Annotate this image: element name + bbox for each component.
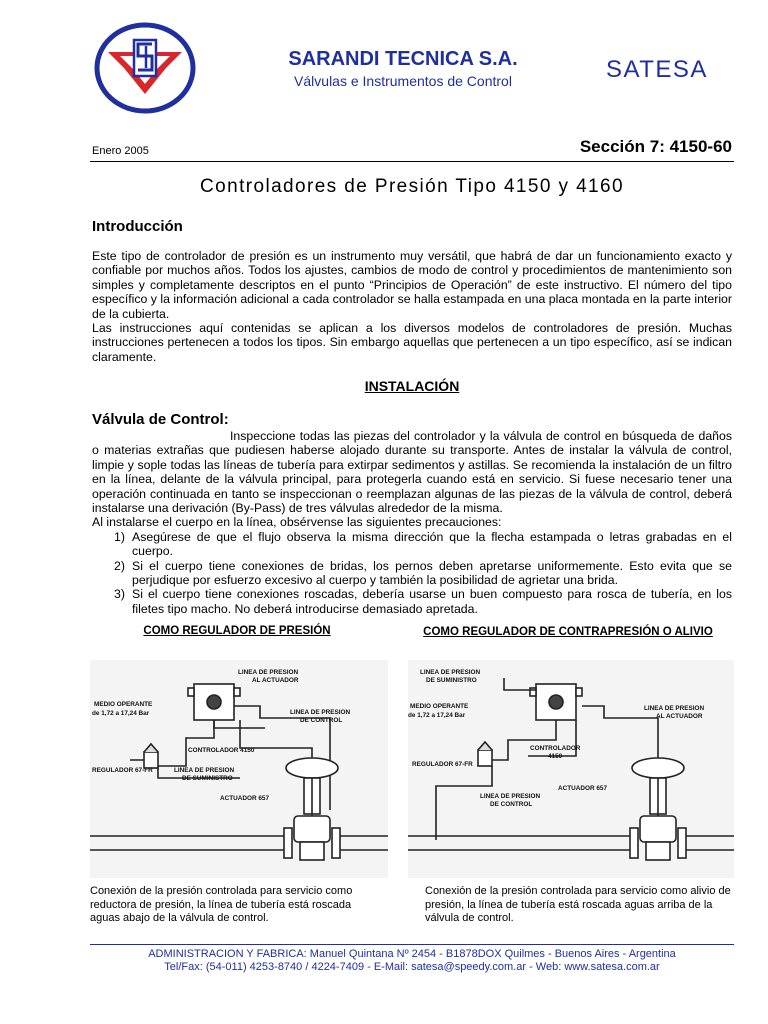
company-name: SARANDI TECNICA S.A. bbox=[288, 48, 518, 70]
installation-text bbox=[92, 429, 732, 616]
diagram-label: de 1,72 a 17,24 Bar bbox=[408, 712, 466, 719]
brand-name: SATESA bbox=[606, 56, 708, 83]
intro-paragraph: Este tipo de controlador de presión es un instrumento muy versátil, que habrá de dar un funcionamiento exacto y confiable por muchos años. Todos los ajustes, cambios de modo de control y procedimientos de mantenimiento son simples y completamente descriptos en el punto “Principios de Operación” de este instructivo. El número del tipo específico y la información adicional a cada controlador se halla estampada en una placa montada en la parte interior de la cubierta. bbox=[92, 249, 732, 321]
header-divider bbox=[90, 161, 734, 162]
diagram-label: DE CONTROL bbox=[490, 801, 533, 808]
footer-contact: Tel/Fax: (54-011) 4253-8740 / 4224-7409 - E-Mail: satesa@speedy.com.ar - Web: www.satesa.com.ar bbox=[164, 961, 660, 973]
diagram-label: LINEA DE PRESION bbox=[238, 669, 299, 676]
footer-address: ADMINISTRACION Y FABRICA: Manuel Quintana Nº 2454 - B1878DOX Quilmes - Buenos Aires - Argentina bbox=[148, 948, 676, 960]
document-date: Enero 2005 bbox=[92, 145, 149, 157]
diagram-label: de 1,72 a 17,24 Bar bbox=[92, 710, 150, 717]
installation-diagram-right bbox=[408, 660, 734, 878]
diagram-label: AL ACTUADOR bbox=[656, 713, 703, 720]
diagram-label: REGULADOR 67-FR bbox=[412, 761, 473, 768]
footer-divider bbox=[90, 944, 734, 945]
diagram-label: CONTROLADOR 4150 bbox=[188, 747, 255, 754]
diagram-label: MEDIO OPERANTE bbox=[94, 701, 153, 708]
intro-text bbox=[92, 249, 732, 364]
figure-heading-backpressure-regulator: COMO REGULADOR DE CONTRAPRESIÓN O ALIVIO bbox=[423, 626, 713, 638]
intro-paragraph: Las instrucciones aquí contenidas se aplican a los diversos modelos de controladores de presión. Muchas instrucciones pertenecen a todos los tipos. Sin embargo aquellas que pertenecen a un tipo específico, así se indican claramente. bbox=[92, 321, 732, 364]
diagram-label: LINEA DE PRESION bbox=[420, 669, 481, 676]
intro-heading: Introducción bbox=[92, 218, 183, 235]
diagram-label: 4150 bbox=[548, 753, 563, 760]
list-item: 2) Si el cuerpo tiene conexiones de bridas, los pernos deben apretarse uniformemente. Esto evita que se perjudique por esfuerzo excesivo al cuerpo y también la posibilidad de agrietar una brida. bbox=[114, 558, 732, 588]
diagram-label: LINEA DE PRESION bbox=[480, 793, 541, 800]
diagram-label: MEDIO OPERANTE bbox=[410, 703, 469, 710]
pressure-regulator-diagram bbox=[90, 660, 388, 878]
diagram-label: LINEA DE PRESION bbox=[174, 767, 235, 774]
section-number: Sección 7: 4150-60 bbox=[579, 137, 732, 156]
installation-paragraph: Al instalarse el cuerpo en la línea, obsérvense las siguientes precauciones: bbox=[92, 515, 502, 530]
list-item: 1) Asegúrese de que el flujo observa la misma dirección que la flecha estampada o letras grabadas en el cuerpo. bbox=[114, 529, 732, 559]
diagram-label: DE CONTROL bbox=[300, 717, 343, 724]
backpressure-regulator-diagram bbox=[408, 660, 734, 878]
diagram-label: DE SUMINISTRO bbox=[426, 677, 477, 684]
installation-paragraph: Inspeccione todas las piezas del controlador y la válvula de control en búsqueda de daños o materias extrañas que pudiesen haberse alojado durante su transporte. Antes de instalar la válvula de control, limpie y sople todas las líneas de tubería para extirpar sedimentos y astillas. Se recomienda la instalación de un filtro en la línea, delante de la válvula principal, para protegerla cuando está en servicio. Si fuese necesario tener una operación continuada en tanto se inspeccionan o reemplazan algunas de las piezas de la válvula de control, deberá instalarse una derivación (By-Pass) de tres válvulas alrededor de la misma. bbox=[92, 429, 732, 516]
company-logo bbox=[94, 22, 196, 114]
control-valve-heading: Válvula de Control: bbox=[92, 411, 229, 428]
diagram-label: DE SUMINISTRO bbox=[182, 775, 233, 782]
figure-caption-left: Conexión de la presión controlada para servicio como reductora de presión, la línea de tubería está roscada aguas abajo de la válvula de control. bbox=[90, 885, 353, 924]
diagram-label: LINEA DE PRESION bbox=[644, 705, 705, 712]
precautions-list bbox=[92, 530, 732, 616]
document-title: Controladores de Presión Tipo 4150 y 4160 bbox=[200, 176, 624, 197]
list-item: 3) Si el cuerpo tiene conexiones roscadas, debería usarse un buen compuesto para rosca de tubería, en los filetes tipo macho. No deberá introducirse demasiado apretada. bbox=[114, 587, 732, 616]
installation-heading: INSTALACIÓN bbox=[364, 378, 460, 394]
diagram-label: CONTROLADOR bbox=[530, 745, 581, 752]
diagram-label: AL ACTUADOR bbox=[252, 677, 299, 684]
diagram-label: LINEA DE PRESION bbox=[290, 709, 351, 716]
figure-heading-pressure-regulator: COMO REGULADOR DE PRESIÓN bbox=[143, 625, 331, 637]
installation-diagram-left bbox=[90, 660, 388, 878]
diagram-label: ACTUADOR 657 bbox=[558, 785, 608, 792]
diagram-label: REGULADOR 67-FR bbox=[92, 767, 153, 774]
diagram-label: ACTUADOR 657 bbox=[220, 795, 270, 802]
figure-caption-right: Conexión de la presión controlada para servicio como alivio de presión, la línea de tubería está roscada aguas arriba de la válvula de control. bbox=[425, 885, 731, 924]
company-tagline: Válvulas e Instrumentos de Control bbox=[294, 73, 512, 89]
